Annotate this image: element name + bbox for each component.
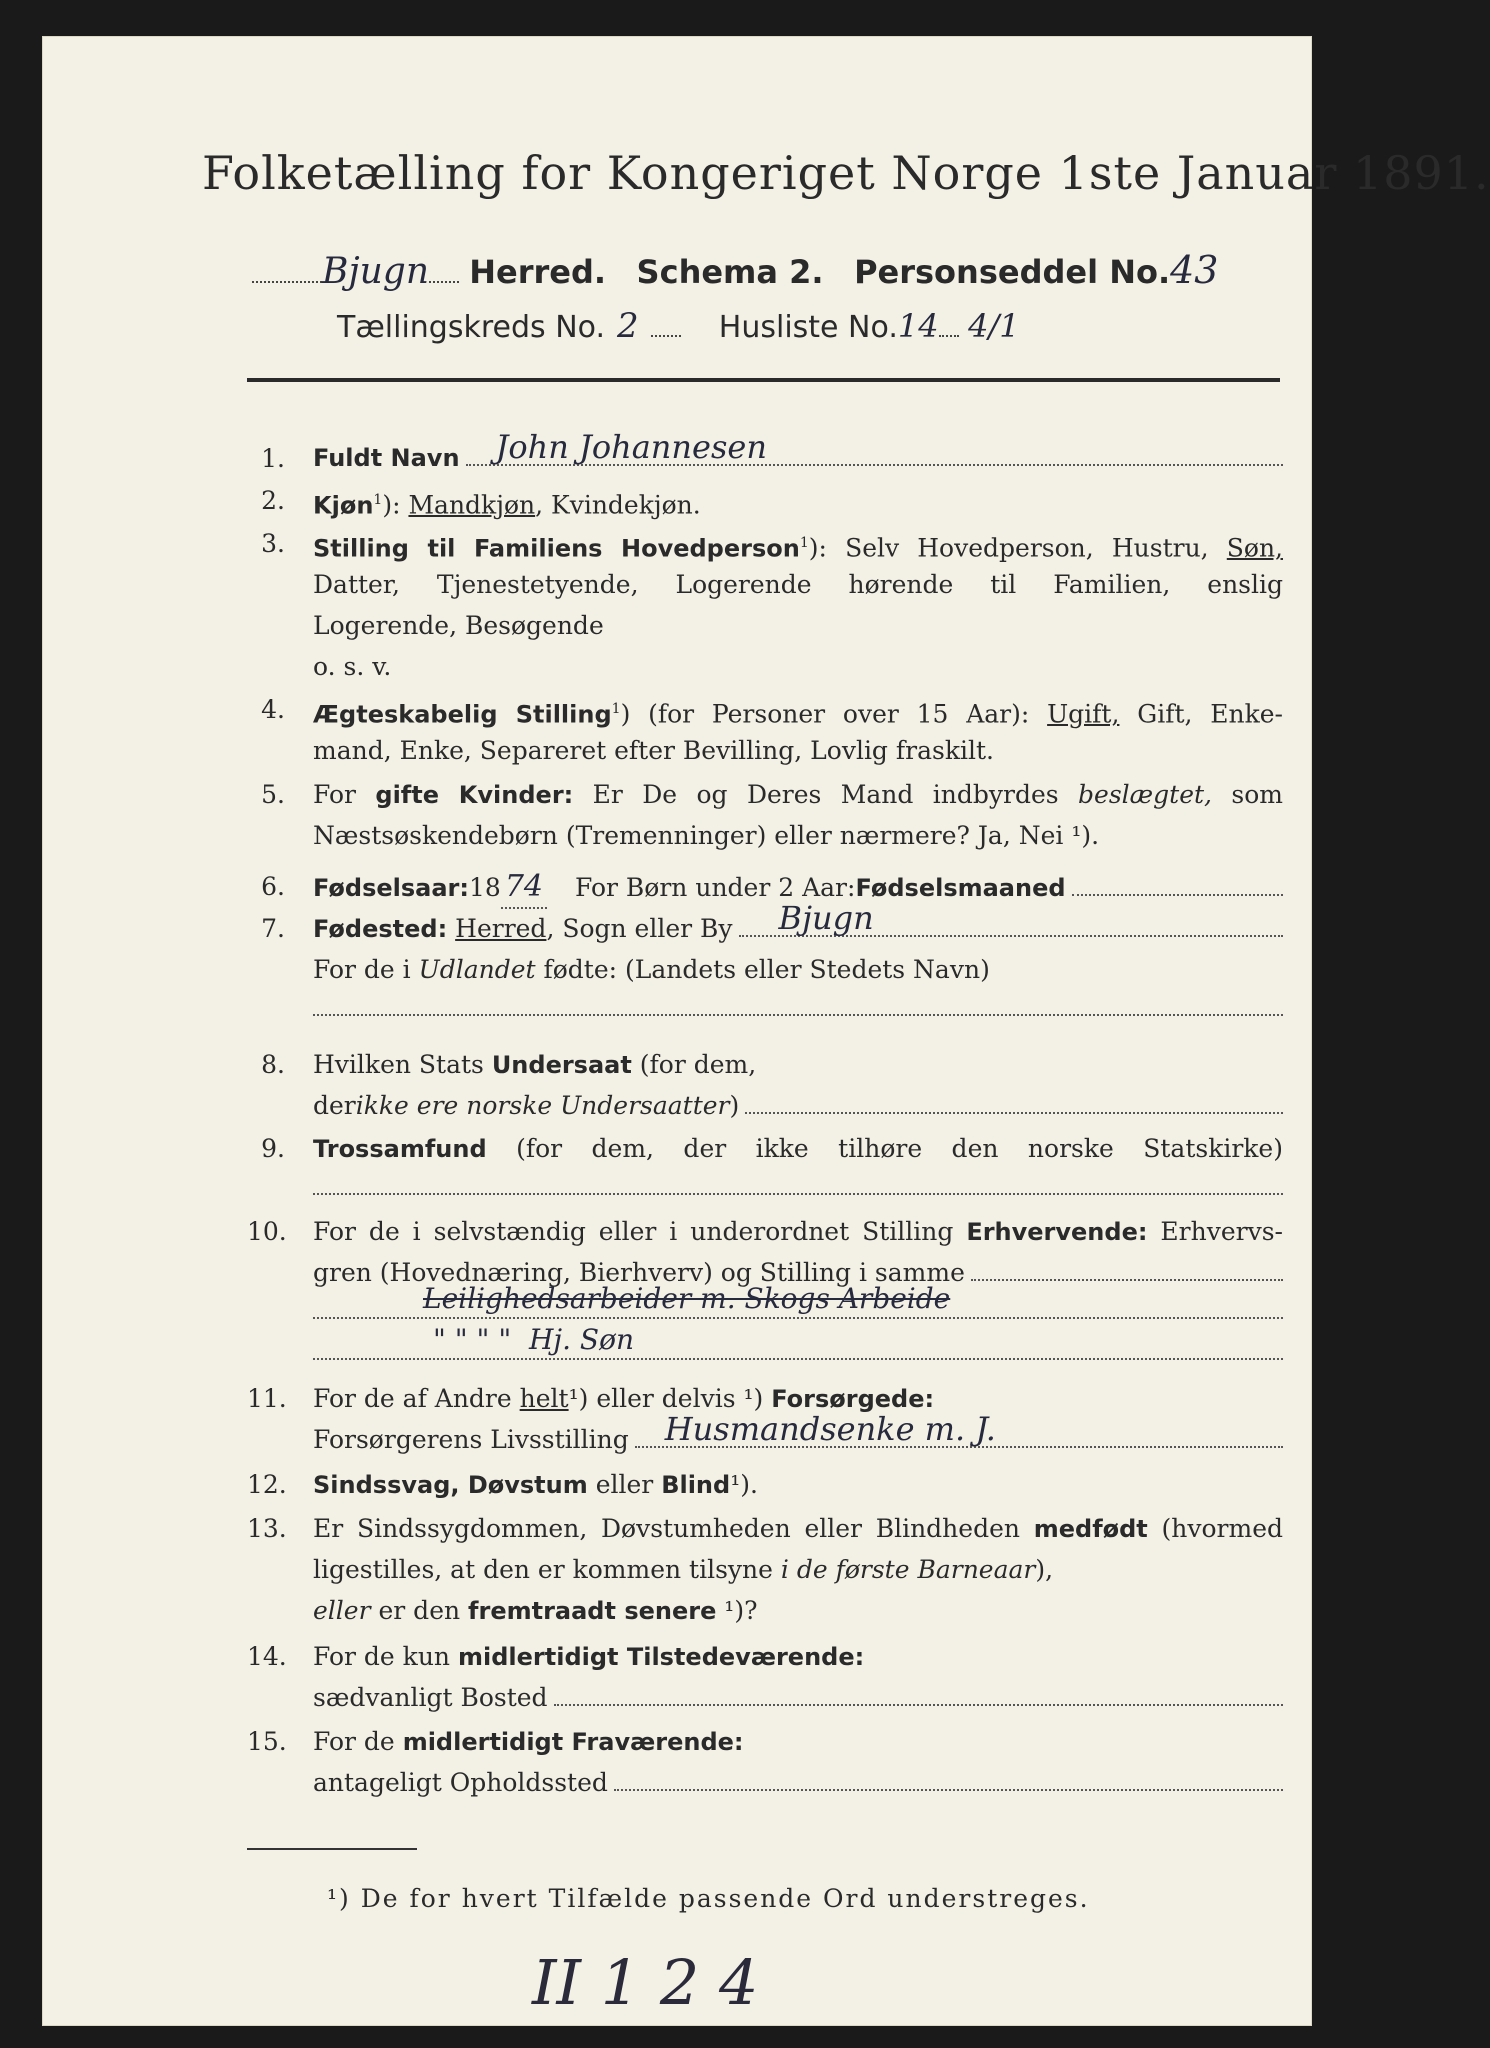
supported-text-b: ¹) eller delvis ¹) [568,1384,772,1413]
usual-residence-label: sædvanligt Bosted [313,1683,548,1712]
marital-status-label: Ægteskabelig Stilling [313,700,612,729]
occupation-label: Erhvervende: [966,1218,1148,1246]
item-10 [247,1211,1287,1381]
husliste-extra: 4/1 [968,307,1020,345]
family-position-line2: Datter, Tjenestetyende, Logerende hørende til Familien, enslig [313,570,1283,599]
item-3 [247,523,1287,693]
personseddel-label: Personseddel No. [854,253,1171,291]
marital-status-text: ) (for Personer over 15 Aar): [620,699,1048,729]
married-women-label: gifte Kvinder: [375,781,574,809]
sex-option-male: Mandkjøn [408,490,536,520]
congenital-line2b: i de første Barneaar [780,1555,1036,1584]
kreds-line [337,306,1020,346]
herred-label: Herred. [469,253,607,291]
citizenship-line2a: der [313,1091,356,1120]
full-name-value: John Johannesen [495,428,767,466]
married-women-related: beslægtet, [1078,780,1212,809]
item-number: 4. [261,695,285,724]
birth-year-label: Fødselsaar: [313,874,469,902]
item-number: 1. [261,444,285,473]
item-15 [247,1721,1287,1806]
family-position-label: Stilling til Familiens Hovedperson [313,534,800,563]
footnote-separator [247,1848,417,1850]
item-number: 9. [261,1134,285,1163]
married-women-text: Er De og Deres Mand indbyrdes [573,780,1079,809]
item-number: 2. [261,486,285,515]
disability-label: Sindssvag, Døvstum [313,1471,588,1499]
disability-blind: Blind [661,1471,731,1499]
occupation-line2: gren (Hovednæring, Bierhverv) og Stilling i samme [313,1258,965,1287]
family-position-options: ): Selv Hovedperson, Hustru, [808,533,1227,563]
item-number: 11. [247,1384,287,1413]
citizenship-text: Hvilken Stats [313,1050,492,1079]
item-number: 13. [247,1514,287,1543]
religion-label: Trossamfund [313,1135,487,1163]
congenital-text-b: (hvormed [1147,1514,1284,1543]
temp-absent-text: For de [313,1727,403,1756]
item-number: 14. [247,1642,287,1671]
kreds-value: 2 [617,306,639,346]
item-number: 8. [261,1050,285,1079]
birth-year-prefix: 18 [469,873,501,902]
item-number: 10. [247,1217,287,1246]
item-number: 12. [247,1470,287,1499]
supported-text: For de af Andre [313,1384,520,1413]
birthplace-label: Fødested: [313,915,448,943]
item-13 [247,1508,1287,1636]
bottom-handwritten-note: II 1 2 4 [532,1946,759,2019]
occupation-fill-1 [313,1282,1283,1319]
kreds-label: Tællingskreds No. [337,310,605,345]
herred-value: Bjugn [322,251,430,292]
marital-status-unmarried: Ugift, [1047,699,1120,729]
congenital-line3c: ¹)? [716,1596,758,1625]
congenital-text: Er Sindssygdommen, Døvstumheden eller Blindheden [313,1514,1034,1543]
supported-label: Forsørgede: [771,1385,935,1413]
husliste-label: Husliste No. [718,310,898,345]
citizenship-line2b: ikke ere norske Undersaatter [355,1091,730,1120]
occupation-text: For de i selvstændig eller i underordnet Stilling [313,1217,967,1246]
occupation-text-b: Erhvervs- [1147,1217,1283,1246]
item-14 [247,1636,1287,1721]
birth-month-text: For Børn under 2 Aar: [575,873,856,902]
item-number: 5. [261,780,285,809]
family-position-son: Søn, [1226,533,1283,563]
supporter-occupation-label: Forsørgerens Livsstilling [313,1425,629,1454]
item-number: 7. [261,914,285,943]
abroad-fill [313,990,1283,1016]
item-number: 3. [261,529,285,558]
congenital-label: medfødt [1033,1515,1148,1543]
disability-text-b: ¹). [730,1470,758,1499]
married-women-pre: For [313,780,376,809]
footnote-mark: 1 [799,535,809,551]
husliste-value: 14 [897,307,939,345]
probable-residence-label: antageligt Opholdssted [313,1768,608,1797]
temp-present-text: For de kun [313,1642,458,1671]
supported-fully: helt [519,1384,569,1413]
personseddel-value: 43 [1170,248,1219,292]
occupation-fill-2 [313,1323,1283,1360]
footnote-mark: 1 [373,492,383,508]
sex-label: Kjøn [313,491,374,520]
schema-label: Schema 2. [636,253,824,291]
item-5 [247,774,1287,859]
abroad-text-a: For de i [313,955,419,984]
item-4 [247,689,1287,774]
footnote: ¹) De for hvert Tilfælde passende Ord understreges. [327,1884,1090,1913]
herred-line [252,248,1218,292]
temp-present-label: midlertidigt Tilstedeværende: [457,1643,865,1671]
citizenship-text-b: (for dem, [631,1050,757,1079]
census-form: Folketælling for Kongeriget Norge 1ste Januar 1891. Bjugn Herred. Schema 2. Personseddel No.43 Tællingskreds No. 2 Husliste No.14 4/1 1. Fuldt Navn John Johannesen 2. Kjøn$^1$): Mandkjøn, Kvindekjøn. 3. Stilling til Familiens Hovedperson$^1$): Selv Hovedperson, Hustru, Søn, Datter, Tjenestetyende, Logerende hørende til Familien, enslig Logerende, Besøgende o. s. v. 4. Ægteskabelig Stilling$^1$) (for Personer over 15 Aar): Ugift, Gift, Enke- mand, Enke, Separeret efter Bevilling, Lovlig fraskilt. 5. For gifte Kvinder: Er De og Deres Mand indbyrdes beslægtet, som Næstsøskendebørn (Tremenninger) eller nærmere? Ja, Nei ¹). 6. Fødselsaar: 18 74 For Børn under 2 Aar: Fødselsmaaned 7. Fødested: Herred , Sogn eller By Bjugn For de i Udlandet fødte: (Landets eller Stedets Navn) 8. Hvilken Stats Undersaat (for dem, der ikke ere norske Undersaatter ) 9. Trossamfund (for dem, der ikke tilhøre den norske Statskirke) 10. For de i selvstændig eller i underordnet Stilling Erhvervende: Erhvervs- gren (Hovednæring, Bierhverv) og Stilling i samme Leilighedsarbeider m. Skogs Arbeide " " " " Hj. Søn 11. For de af Andre helt¹) eller delvis ¹) Forsørgede: Forsørgerens Livsstilling Husmandsenke m. J. 12. Sindssvag, Døvstum eller Blind¹). 13. Er Sindssygdommen, Døvstumheden eller Blindheden medfødt (hvormed ligestilles, at den er kommen tilsyne i de første Barneaar), eller er den fremtraadt senere ¹)? 14. For de kun midlertidigt Tilstedeværende: sædvanligt Bosted 15. For de midlertidigt Fraværende: antageligt Opholdssted ¹) De for hvert Tilfælde passende Ord understreges. II 1 2 4 [42,36,1312,2026]
header-rule [247,378,1280,382]
religion-text: (for dem, der ikke tilhøre den norske Statskirke) [486,1134,1283,1163]
birth-month-label: Fødselsmaaned [855,874,1066,902]
birthplace-herred: Herred [455,914,547,943]
congenital-line3b: er den [370,1596,469,1625]
religion-fill [313,1169,1283,1195]
sex-option-female: , Kvindekjøn. [535,490,701,520]
citizenship-label: Undersaat [491,1051,632,1079]
citizenship-line2c: ) [729,1091,740,1120]
marital-status-line2: mand, Enke, Separeret efter Bevilling, Lovlig fraskilt. [313,736,994,765]
congenital-line2a: ligestilles, at den er kommen tilsyne [313,1555,781,1584]
supporter-occupation-value: Husmandsenke m. J. [664,1410,996,1448]
married-women-text-b: som [1211,780,1283,809]
family-position-line3: Logerende, Besøgende [313,611,604,640]
abroad-text-b: fødte: (Landets eller Stedets Navn) [535,955,990,984]
birth-year-value: 74 [501,866,547,909]
full-name-label: Fuldt Navn [313,444,460,472]
item-8 [247,1044,1287,1129]
footnote-mark: 1 [611,701,621,717]
congenital-line3a: eller [313,1596,371,1625]
occupation-value-2: " " " " Hj. Søn [433,1323,634,1356]
form-title: Folketælling for Kongeriget Norge 1ste Januar 1891. [202,146,1490,200]
birthplace-options: , Sogn eller By [546,914,733,943]
item-11 [247,1378,1287,1463]
item-9 [247,1128,1287,1213]
temp-absent-label: midlertidigt Fraværende: [402,1728,744,1756]
family-position-line4: o. s. v. [313,652,392,681]
item-number: 15. [247,1727,287,1756]
congenital-line2c: ), [1035,1555,1054,1584]
disability-text: eller [587,1470,662,1499]
marital-status-options: Gift, Enke- [1119,699,1283,729]
later-onset-label: fremtraadt senere [468,1597,717,1625]
item-7 [247,899,1287,1038]
abroad-udlandet: Udlandet [418,955,536,984]
item-number: 6. [261,872,285,901]
birthplace-value: Bjugn [778,899,874,937]
married-women-line2: Næstsøskendebørn (Tremenninger) eller nærmere? Ja, Nei ¹). [313,821,1100,850]
occupation-value-1: Leilighedsarbeider m. Skogs Arbeide [423,1282,951,1315]
